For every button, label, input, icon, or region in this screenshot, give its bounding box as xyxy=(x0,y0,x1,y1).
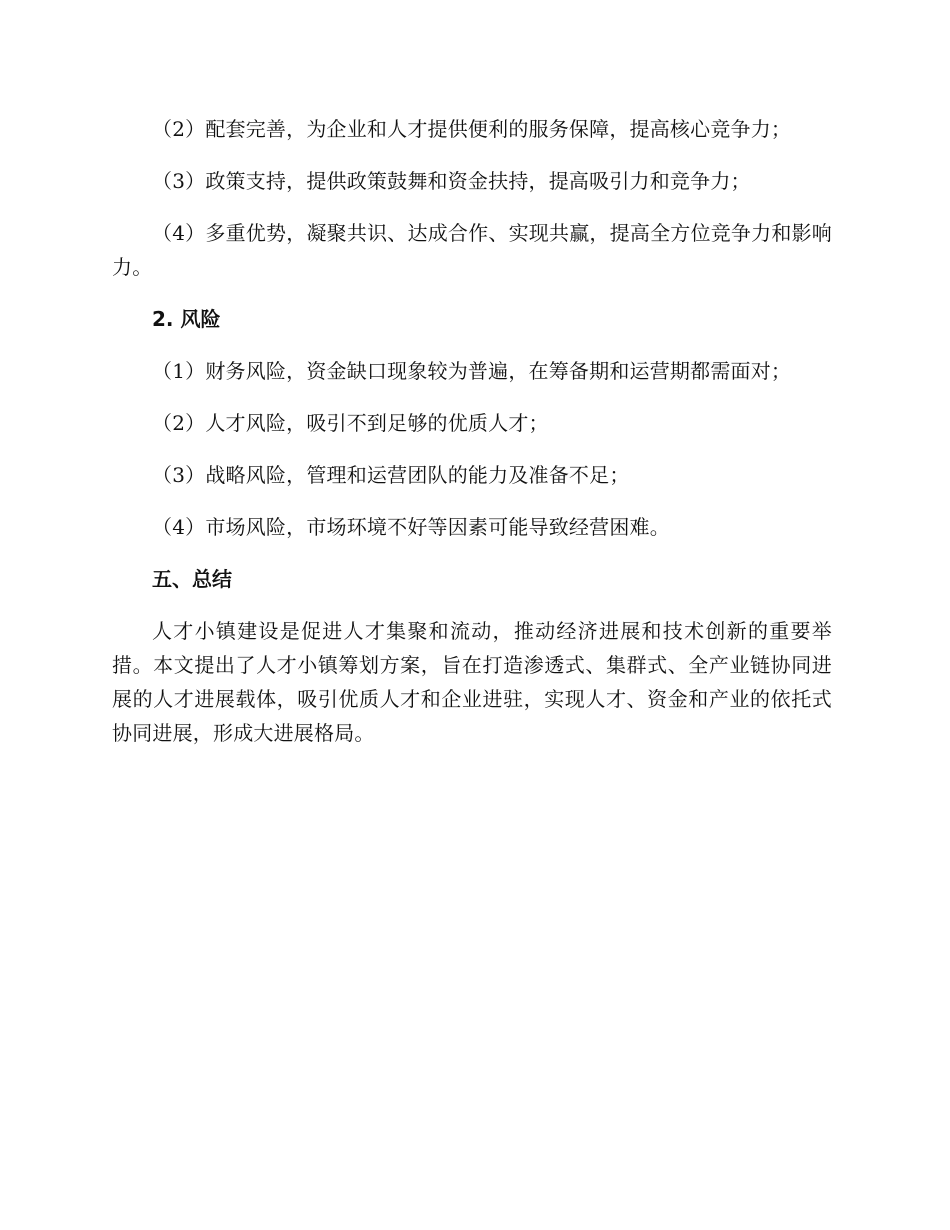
advantage-item-4: （4）多重优势，凝聚共识、达成合作、实现共赢，提高全方位竞争力和影响力。 xyxy=(112,221,832,279)
risk-heading: 2. 风险 xyxy=(152,307,221,331)
summary-heading: 五、总结 xyxy=(152,567,232,591)
document-body xyxy=(112,112,832,750)
risk-item-4: （4）市场风险，市场环境不好等因素可能导致经营困难。 xyxy=(152,515,670,539)
risk-item-2: （2）人才风险，吸引不到足够的优质人才； xyxy=(152,411,549,435)
advantage-item-2: （2）配套完善，为企业和人才提供便利的服务保障，提高核心竞争力； xyxy=(152,117,792,141)
risk-item-1: （1）财务风险，资金缺口现象较为普遍，在筹备期和运营期都需面对； xyxy=(152,359,792,383)
advantage-item-3: （3）政策支持，提供政策鼓舞和资金扶持，提高吸引力和竞争力； xyxy=(152,169,751,193)
risk-item-3: （3）战略风险，管理和运营团队的能力及准备不足； xyxy=(152,463,630,487)
summary-paragraph: 人才小镇建设是促进人才集聚和流动，推动经济进展和技术创新的重要举措。本文提出了人才小镇筹划方案，旨在打造渗透式、集群式、全产业链协同进展的人才进展载体，吸引优质人才和企业进驻，实现人才、资金和产业的依托式协同进展，形成大进展格局。 xyxy=(112,619,832,745)
